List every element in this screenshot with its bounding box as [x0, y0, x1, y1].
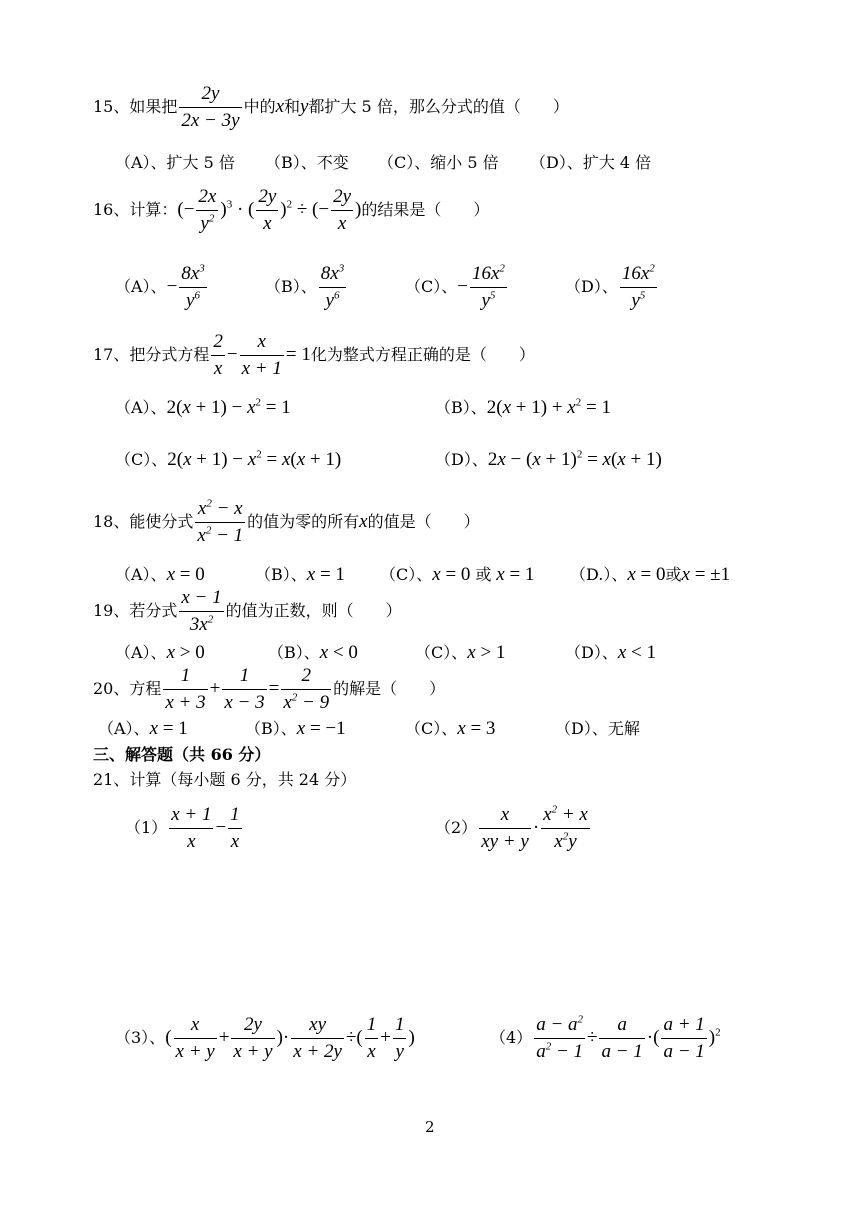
q18-option-c[interactable]: （C）、x = 0 或 x = 1 — [380, 564, 535, 585]
q15-stem: 15、如果把 $\frac{2y}{2x - 3y}$ 中的x和y都扩大 5 倍，那么分式的值（ ） — [93, 83, 569, 131]
page-number: 2 — [425, 1118, 435, 1136]
q17-number: 17、把分式方程 — [93, 344, 210, 364]
q21-part-1: （1） $\frac{x + 1}{x}$ − $\frac{1}{x}$ — [125, 804, 240, 852]
q18-option-b[interactable]: （B）、x = 1 — [255, 564, 345, 585]
q15-number: 15、如果把 — [93, 97, 178, 116]
q17-option-a[interactable]: （A）、$2(x + 1) - x^2 = 1$ — [115, 396, 291, 418]
q17-option-d[interactable]: （D）、$2x - (x + 1)^2 = x(x + 1)$ — [435, 448, 662, 470]
q15-option-d[interactable]: （D）、扩大 4 倍 — [530, 153, 652, 172]
q15-option-b[interactable]: （B）、不变 — [265, 153, 349, 172]
q18-fraction: $\frac{x^2 - x}{x^2 - 1}$ — [197, 497, 244, 546]
q15-option-c[interactable]: （C）、缩小 5 倍 — [378, 153, 499, 172]
q19-fraction: $\frac{x - 1}{3x^2}$ — [181, 587, 222, 635]
q16-expression: (− $\frac{2x}{y^2}$ )$^3$ · ( $\frac{2y}{x}$ )$^2$ ÷ (− $\frac{2y}{x}$ ) — [177, 186, 362, 234]
q16-option-c[interactable]: （C）、− $\frac{16x^2}{y^5}$ — [405, 262, 505, 311]
section-3-heading: 三、解答题（共 66 分） — [93, 745, 271, 764]
q20-option-b[interactable]: （B）、x = −1 — [245, 718, 346, 739]
q17-option-b[interactable]: （B）、$2(x + 1) + x^2 = 1$ — [435, 396, 611, 418]
q16-number: 16、计算： — [93, 199, 178, 219]
q19-option-c[interactable]: （C）、x > 1 — [415, 642, 506, 663]
q20-number: 20、方程 — [93, 678, 162, 698]
q18-option-d[interactable]: （D.）、x = 0或x = ±1 — [570, 564, 731, 585]
q18-option-a[interactable]: （A）、x = 0 — [115, 564, 205, 585]
q19-option-d[interactable]: （D）、x < 1 — [565, 642, 656, 663]
q21-heading: 21、计算（每小题 6 分，共 24 分） — [93, 770, 357, 789]
q19-number: 19、若分式 — [93, 601, 178, 620]
q17-option-c[interactable]: （C）、$2(x + 1) - x^2 = x(x + 1)$ — [115, 448, 342, 470]
q16-stem: 16、计算：(− $\frac{2x}{y^2}$ )$^3$ · ( $\frac{2y}{x}$ )$^2$ ÷ (− $\frac{2y}{x}$ )的结果是（ ） — [93, 186, 490, 234]
q16-option-d[interactable]: （D）、 $\frac{16x^2}{y^5}$ — [565, 262, 655, 311]
q21-part-2: （2） $\frac{x}{xy + y}$ · $\frac{x^2 + x}{x^2y}$ — [435, 803, 588, 852]
q17-equation: $\frac{2}{x}$ − $\frac{x}{x + 1}$ = 1 — [213, 331, 311, 379]
q20-option-c[interactable]: （C）、x = 3 — [405, 718, 496, 739]
q19-option-b[interactable]: （B）、x < 0 — [268, 642, 358, 663]
q17-stem: 17、把分式方程 $\frac{2}{x}$ − $\frac{x}{x + 1}$ = 1化为整式方程正确的是（ ） — [93, 331, 535, 379]
q20-stem: 20、方程 $\frac{1}{x + 3}$ + $\frac{1}{x - 3}$ = $\frac{2}{x^2 - 9}$ 的解是（ ） — [93, 665, 446, 713]
q18-number: 18、能使分式 — [93, 512, 194, 531]
q19-stem: 19、若分式 $\frac{x - 1}{3x^2}$ 的值为正数，则（ ） — [93, 587, 402, 635]
q16-option-b[interactable]: （B）、 $\frac{8x^3}{y^6}$ — [265, 262, 345, 311]
q20-option-a[interactable]: （A）、x = 1 — [98, 718, 188, 739]
q15-fraction: $\frac{2y}{2x - 3y}$ — [181, 83, 240, 131]
q16-option-a[interactable]: （A）、− $\frac{8x^3}{y^6}$ — [115, 262, 205, 311]
q18-stem: 18、能使分式 $\frac{x^2 - x}{x^2 - 1}$ 的值为零的所有x的值是（ ） — [93, 497, 480, 546]
q20-equation: $\frac{1}{x + 3}$ + $\frac{1}{x - 3}$ = $\frac{2}{x^2 - 9}$ — [165, 665, 330, 713]
q21-part-3: （3）、( $\frac{x}{x + y}$ + $\frac{2y}{x + y}$ )· $\frac{xy}{x + 2y}$ ÷( $\frac{1}{x}$ + $\frac{1}{y}$ ) — [115, 1014, 415, 1062]
q15-option-a[interactable]: （A）、扩大 5 倍 — [115, 153, 235, 172]
q21-part-4: （4） $\frac{a - a^2}{a^2 - 1}$ ÷ $\frac{a}{a - 1}$ ·( $\frac{a + 1}{a - 1}$ )$^2$ — [490, 1013, 721, 1062]
q20-option-d[interactable]: （D）、无解 — [555, 719, 640, 738]
q19-option-a[interactable]: （A）、x > 0 — [115, 642, 205, 663]
